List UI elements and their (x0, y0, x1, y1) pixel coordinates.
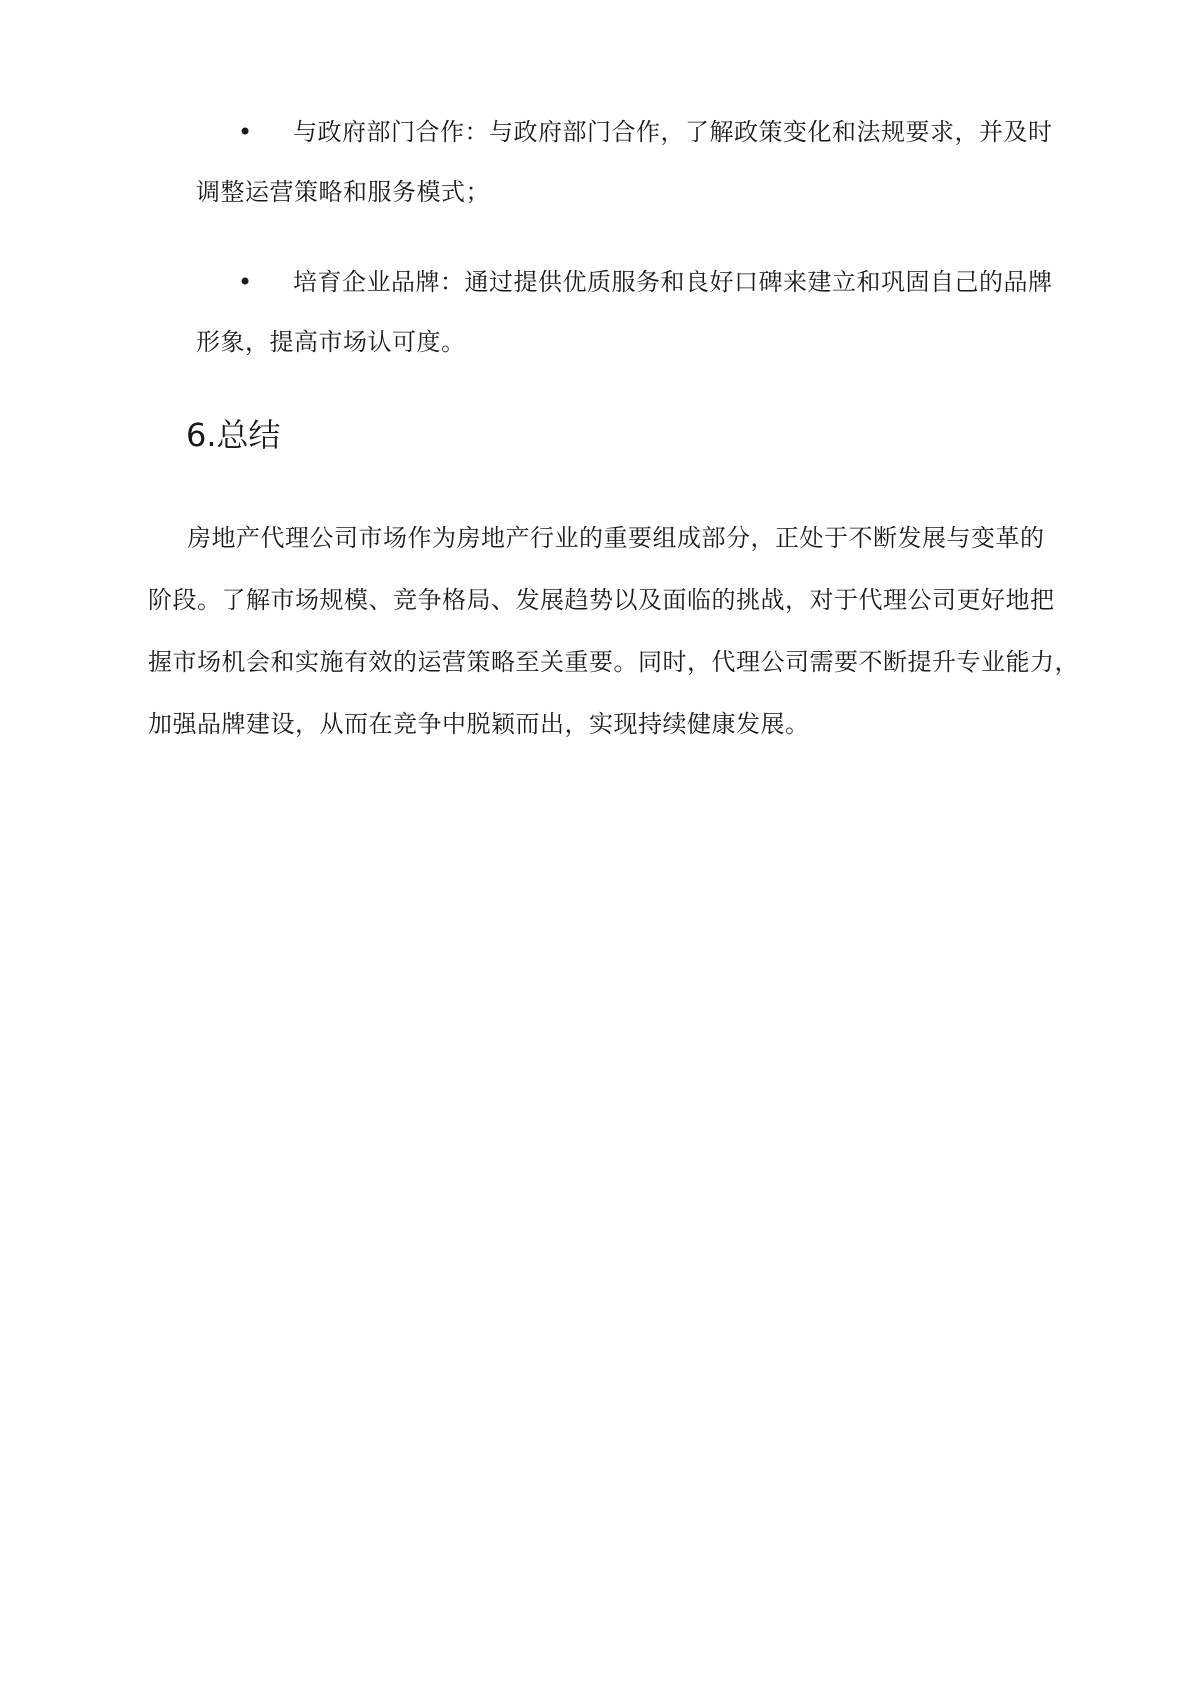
bullet-text-line: 形象，提高市场认可度。 (196, 328, 466, 356)
bullet-text-line: 与政府部门合作：与政府部门合作，了解政策变化和法规要求，并及时 (293, 118, 1053, 146)
paragraph-line: 阶段。了解市场规模、竞争格局、发展趋势以及面临的挑战，对于代理公司更好地把 (148, 586, 1055, 614)
paragraph-line: 加强品牌建设，从而在竞争中脱颖而出，实现持续健康发展。 (148, 710, 810, 738)
paragraph-line: 房地产代理公司市场作为房地产行业的重要组成部分，正处于不断发展与变革的 (187, 524, 1045, 552)
section-heading: 6.总结 (186, 416, 281, 454)
bullet-text-line: 培育企业品牌：通过提供优质服务和良好口碑来建立和巩固自己的品牌 (293, 268, 1053, 296)
paragraph-line: 握市场机会和实施有效的运营策略至关重要。同时，代理公司需要不断提升专业能力， (148, 648, 1079, 676)
bullet-marker: • (238, 268, 253, 296)
bullet-text-line: 调整运营策略和服务模式； (196, 178, 490, 206)
bullet-marker: • (238, 118, 253, 146)
